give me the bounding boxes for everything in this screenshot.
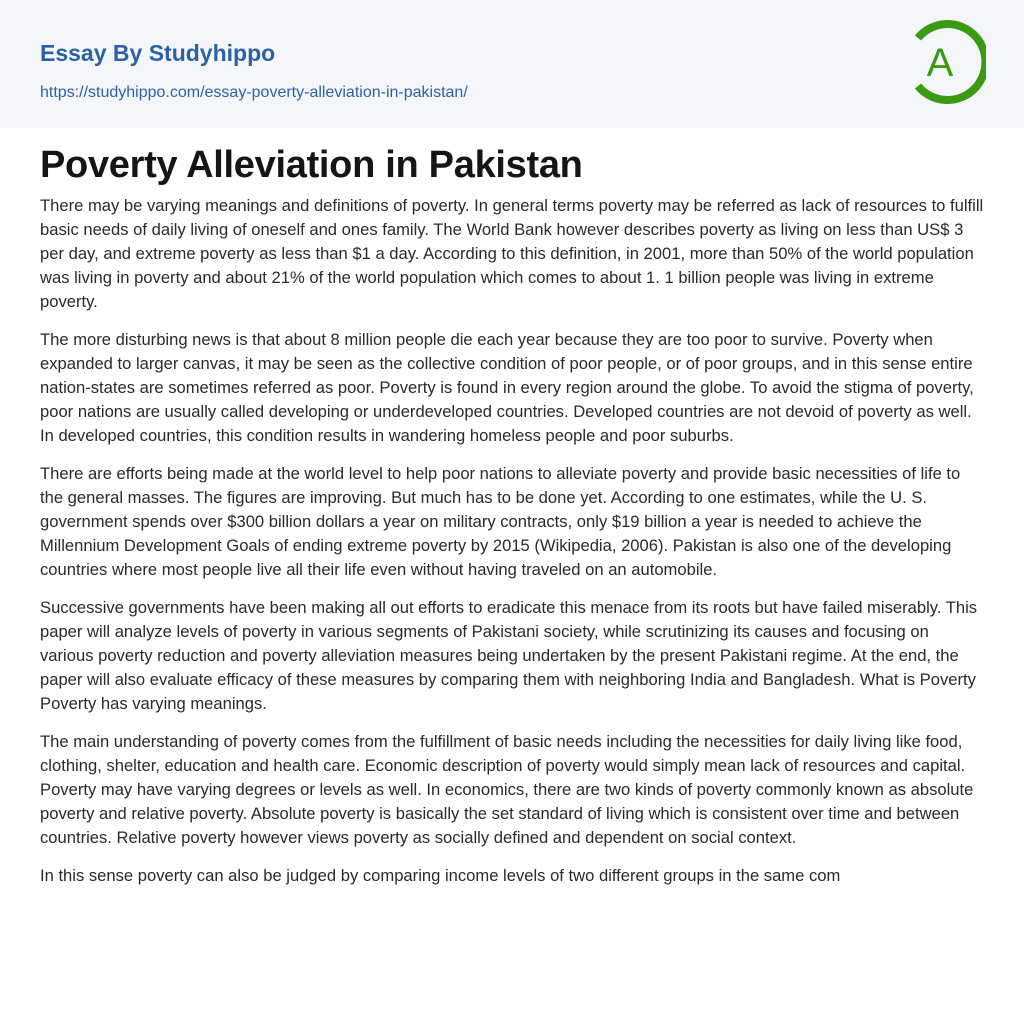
paragraph: Successive governments have been making all out efforts to eradicate this menace from its roots but have failed miserably. This paper will analyze levels of poverty in various segments of Pakistani society, while scrutinizing its causes and focusing on various poverty reduction and poverty alleviation measures being undertaken by the present Pakistani regime. At the end, the paper will also evaluate efficacy of these measures by comparing them with neighboring India and Bangladesh. What is Poverty Poverty has varying meanings. — [40, 598, 978, 713]
page-title: Poverty Alleviation in Pakistan — [40, 144, 583, 186]
studyhippo-logo-icon[interactable] — [912, 20, 986, 104]
essay-url-link[interactable]: https://studyhippo.com/essay-poverty-alleviation-in-pakistan/ — [40, 84, 468, 101]
site-header — [0, 0, 1024, 128]
paragraph: There are efforts being made at the world level to help poor nations to alleviate poverty and provide basic necessities of life to the general masses. The figures are improving. But much has to be done yet. According to one estimates, while the U. S. government spends over $300 billion dollars a year on military contracts, only $19 billion a year is needed to achieve the Millennium Development Goals of ending extreme poverty by 2015 (Wikipedia, 2006). Pakistan is also one of the developing countries where most people live all their life even without having traveled on an automobile. — [40, 464, 961, 579]
brand-title[interactable]: Essay By Studyhippo — [40, 40, 276, 66]
svg-text:A: A — [926, 41, 954, 85]
paragraph: In this sense poverty can also be judged by comparing income levels of two different groups in the same com — [40, 866, 841, 885]
paragraph: The main understanding of poverty comes from the fulfillment of basic needs including the necessities for daily living like food, clothing, shelter, education and health care. Economic description of poverty would simply mean lack of resources and capital. Poverty may have varying degrees or levels as well. In economics, there are two kinds of poverty commonly known as absolute poverty and relative poverty. Absolute poverty is basically the set standard of living which is consistent over time and between countries. Relative poverty however views poverty as socially defined and dependent on social context. — [40, 732, 974, 847]
paragraph: There may be varying meanings and definitions of poverty. In general terms poverty may be referred as lack of resources to fulfill basic needs of daily living of oneself and ones family. The World Bank however describes poverty as living on less than US$ 3 per day, and extreme poverty as less than $1 a day. According to this definition, in 2001, more than 50% of the world population was living in poverty and about 21% of the world population which comes to about 1. 1 billion people was living in extreme poverty. — [40, 196, 984, 311]
essay-body — [40, 194, 986, 902]
paragraph: The more disturbing news is that about 8 million people die each year because they are too poor to survive. Poverty when expanded to larger canvas, it may be seen as the collective condition of poor people, or of poor groups, and in this sense entire nation-states are sometimes referred as poor. Poverty is found in every region around the globe. To avoid the stigma of poverty, poor nations are usually called developing or underdeveloped countries. Developed countries are not devoid of poverty as well. In developed countries, this condition results in wandering homeless people and poor suburbs. — [40, 330, 974, 445]
